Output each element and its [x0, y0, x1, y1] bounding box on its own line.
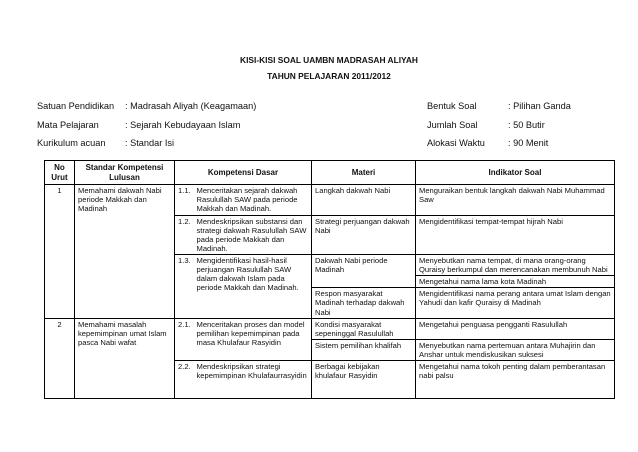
kd-text: Menceritakan proses dan model pemilihan kepemimpinan pada masa Khulafaur Rasyidin — [194, 318, 312, 360]
header-no: No Urut — [45, 161, 75, 185]
table-row — [45, 185, 615, 215]
materi-cell: Dakwah Nabi periode Madinah — [312, 254, 416, 287]
meta-label-jumlah: Jumlah Soal — [427, 120, 478, 130]
materi-cell: Berbagai kebijakan khulafaur Rasyidin — [312, 361, 416, 399]
table-row — [45, 318, 615, 339]
standar-kompetensi-cell: Memahami masalah kepemimpinan umat Islam pasca Nabi wafat — [75, 318, 175, 398]
indikator-cell: Mengidentifikasi nama perang antara umat Islam dengan Yahudi dan kafir Quraisy di Madinah — [416, 288, 615, 318]
meta-label-kurikulum: Kurikulum acuan — [37, 138, 106, 148]
meta-value-alokasi: : 90 Menit — [508, 138, 549, 148]
materi-cell: Strategi perjuangan dakwah Nabi — [312, 215, 416, 254]
kd-text: Mengidentifikasi hasil-hasil perjuangan Rasulullah SAW dalam dakwah Islam pada periode Makkah dan Madinah. — [194, 254, 312, 318]
indikator-cell: Mengetahui nama lama kota Madinah — [416, 276, 615, 288]
materi-cell: Kondisi masyarakat sepeninggal Rasulullah — [312, 318, 416, 339]
row-number: 1 — [45, 185, 75, 318]
kd-text: Mendeskripsikan substansi dan strategi dakwah Rasulullah SAW pada periode Makkah dan Madinah. — [194, 215, 312, 254]
table-header-row — [45, 161, 615, 185]
document-title: KISI-KISI SOAL UAMBN MADRASAH ALIYAH — [240, 55, 418, 65]
kd-text: Menceritakan sejarah dakwah Rasulullah SAW pada periode Makkah dan Madinah. — [194, 185, 312, 215]
meta-value-kurikulum: : Standar Isi — [125, 138, 175, 148]
meta-value-jumlah: : 50 Butir — [508, 120, 545, 130]
meta-value-bentuk: : Pilihan Ganda — [508, 101, 571, 111]
kd-number: 1.3. — [175, 254, 194, 318]
document-subtitle: TAHUN PELAJARAN 2011/2012 — [267, 71, 391, 81]
kd-number: 1.2. — [175, 215, 194, 254]
kd-number: 2.2. — [175, 361, 194, 399]
indikator-cell: Menguraikan bentuk langkah dakwah Nabi Muhammad Saw — [416, 185, 615, 215]
indikator-cell: Menyebutkan nama pertemuan antara Muhajirin dan Anshar untuk mendiskusikan suksesi — [416, 339, 615, 360]
indikator-cell: Menyebutkan nama tempat, di mana orang-orang Quraisy berkumpul dan merencanakan membunuh Nabi — [416, 254, 615, 275]
meta-value-satuan: : Madrasah Aliyah (Keagamaan) — [125, 101, 257, 111]
header-indikator: Indikator Soal — [416, 161, 615, 185]
indikator-cell: Mengidentifikasi tempat-tempat hijrah Nabi — [416, 215, 615, 254]
kd-number: 2.1. — [175, 318, 194, 360]
meta-label-satuan: Satuan Pendidikan — [37, 101, 115, 111]
kisi-kisi-table — [44, 160, 615, 399]
meta-label-bentuk: Bentuk Soal — [427, 101, 477, 111]
header-materi: Materi — [312, 161, 416, 185]
indikator-cell: Mengetahui penguasa pengganti Rasulullah — [416, 318, 615, 339]
row-number: 2 — [45, 318, 75, 398]
indikator-cell: Mengetahui nama tokoh penting dalam pemberantasan nabi palsu — [416, 361, 615, 399]
materi-cell: Sistem pemilihan khalifah — [312, 339, 416, 360]
meta-value-mapel: : Sejarah Kebudayaan Islam — [125, 120, 241, 130]
meta-label-mapel: Mata Pelajaran — [37, 120, 99, 130]
kd-text: Mendeskripsikan strategi kepemimpinan Khulafaurrasyidin — [194, 361, 312, 399]
materi-cell: Langkah dakwah Nabi — [312, 185, 416, 215]
materi-cell: Respon masyarakat Madinah terhadap dakwah Nabi — [312, 288, 416, 318]
standar-kompetensi-cell: Memahami dakwah Nabi periode Makkah dan Madinah — [75, 185, 175, 318]
meta-label-alokasi: Alokasi Waktu — [427, 138, 485, 148]
kd-number: 1.1. — [175, 185, 194, 215]
header-kompetensi-dasar: Kompetensi Dasar — [175, 161, 312, 185]
header-standar-kompetensi: Standar Kompetensi Lulusan — [75, 161, 175, 185]
